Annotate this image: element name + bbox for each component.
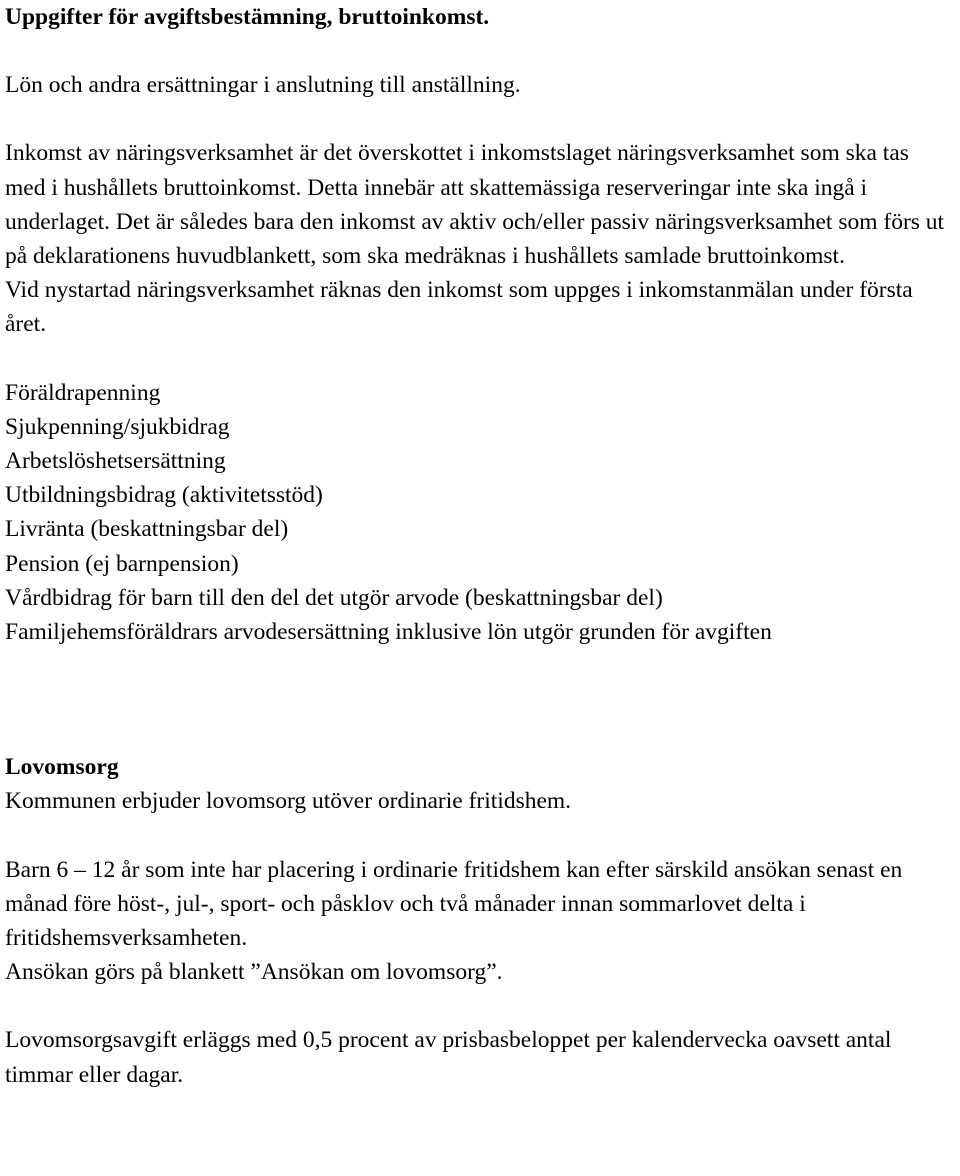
list-item: Vårdbidrag för barn till den del det utgör arvode (beskattningsbar del) — [5, 584, 663, 611]
document-page — [5, 0, 955, 1092]
section-lon: Lön och andra ersättningar i anslutning till anställning. — [5, 72, 521, 99]
paragraph-nystartad: Vid nystartad näringsverksamhet räknas den inkomst som uppges i inkomstanmälan under första året. — [5, 277, 913, 338]
list-item: Föräldrapenning — [5, 379, 161, 406]
list-item: Utbildningsbidrag (aktivitetsstöd) — [5, 482, 323, 509]
list-item: Familjehemsföräldrars arvodesersättning inklusive lön utgör grunden för avgiften — [5, 619, 772, 646]
list-item: Arbetslöshetsersättning — [5, 448, 226, 475]
lovomsorg-avgift: Lovomsorgsavgift erläggs med 0,5 procent av prisbasbeloppet per kalendervecka oavsett antal timmar eller dagar. — [5, 1027, 892, 1088]
list-item: Pension (ej barnpension) — [5, 550, 239, 577]
lovomsorg-blankett: Ansökan görs på blankett ”Ansökan om lovomsorg”. — [5, 959, 503, 986]
income-list — [5, 376, 955, 650]
paragraph-naringsverksamhet: Inkomst av näringsverksamhet är det överskottet i inkomstslaget näringsverksamhet som ska tas med i hushållets bruttoinkomst. Detta innebär att skattemässiga reserveringar inte ska ingå i underlaget. Det är således bara den inkomst av aktiv och/eller passiv näringsverksamhet som förs ut på deklarationens huvudblankett, som ska medräknas i hushållets samlade bruttoinkomst. — [5, 140, 945, 270]
lovomsorg-paragraph: Barn 6 – 12 år som inte har placering i ordinarie fritidshem kan efter särskild ansökan senast en månad före höst-, jul-, sport- och påsklov och två månader innan sommarlovet delta i fritidshemsverksamheten. — [5, 856, 903, 952]
list-item: Sjukpenning/sjukbidrag — [5, 413, 230, 440]
list-item: Livränta (beskattningsbar del) — [5, 516, 289, 543]
page-title: Uppgifter för avgiftsbestämning, bruttoinkomst. — [5, 4, 490, 30]
lovomsorg-heading: Lovomsorg — [5, 754, 119, 781]
lovomsorg-intro: Kommunen erbjuder lovomsorg utöver ordinarie fritidshem. — [5, 788, 572, 815]
